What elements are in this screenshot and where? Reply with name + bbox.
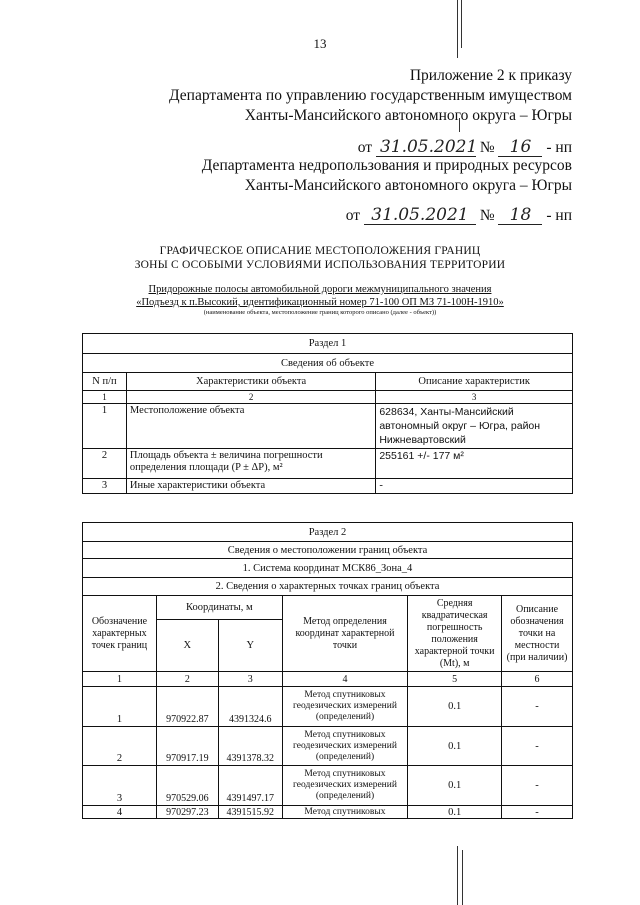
number-label: № <box>479 139 495 156</box>
point-method: Метод спутниковых <box>282 806 408 819</box>
col-number: 4 <box>282 672 408 687</box>
point-y: 4391515.92 <box>218 806 282 819</box>
handwritten-date: 31.05.2021 <box>376 138 476 157</box>
header-y: Y <box>218 620 282 672</box>
header-line: Ханты-Мансийского автономного округа – Югры <box>244 107 572 124</box>
header-method: Метод определения координат характерной точки <box>282 596 408 672</box>
point-mt: 0.1 <box>408 806 502 819</box>
object-note: (наименование объекта, местоположение границ которого описано (далее - объект)) <box>203 309 437 316</box>
col-header: Характеристики объекта <box>126 373 375 391</box>
section1-table <box>82 333 573 494</box>
point-number: 1 <box>83 687 157 727</box>
point-mt: 0.1 <box>408 727 502 766</box>
col-number: 1 <box>83 672 157 687</box>
object-name <box>0 283 640 309</box>
point-desc: - <box>502 687 573 727</box>
point-y: 4391324.6 <box>218 687 282 727</box>
table-row <box>83 687 573 727</box>
point-y: 4391378.32 <box>218 727 282 766</box>
col-number: 2 <box>156 672 218 687</box>
point-x: 970297.23 <box>156 806 218 819</box>
row-description: 628634, Ханты-Мансийский автономный округ – Югра, район Нижневартовский <box>376 404 573 449</box>
ot-label: от <box>357 139 373 156</box>
table-row <box>83 449 573 479</box>
table-row <box>83 806 573 819</box>
object-line: «Подъезд к п.Высокий, идентификационный номер 71-100 ОП МЗ 71-100Н-1910» <box>136 297 504 308</box>
point-number: 3 <box>83 766 157 806</box>
point-desc: - <box>502 727 573 766</box>
title-line: ГРАФИЧЕСКОЕ ОПИСАНИЕ МЕСТОПОЛОЖЕНИЯ ГРАНИЦ <box>159 245 481 257</box>
point-method: Метод спутниковых геодезических измерений (определений) <box>282 687 408 727</box>
section2-table <box>82 522 573 819</box>
point-desc: - <box>502 806 573 819</box>
col-number: 5 <box>408 672 502 687</box>
header-line: Ханты-Мансийского автономного округа – Югры <box>244 177 572 194</box>
row-characteristic: Иные характеристики объекта <box>126 479 375 494</box>
number-suffix: - нп <box>546 207 572 224</box>
header-coords: Координаты, м <box>156 596 282 620</box>
col-number: 3 <box>218 672 282 687</box>
col-number: 1 <box>83 391 127 404</box>
handwritten-number: 16 <box>498 138 542 157</box>
title-line: ЗОНЫ С ОСОБЫМИ УСЛОВИЯМИ ИСПОЛЬЗОВАНИЯ ТЕРРИТОРИИ <box>134 259 506 271</box>
col-number: 3 <box>376 391 573 404</box>
row-number: 2 <box>83 449 127 479</box>
col-number: 2 <box>126 391 375 404</box>
table-row <box>83 766 573 806</box>
number-label: № <box>479 207 495 224</box>
scan-line <box>457 846 458 905</box>
point-x: 970922.87 <box>156 687 218 727</box>
point-desc: - <box>502 766 573 806</box>
point-mt: 0.1 <box>408 687 502 727</box>
header-x: X <box>156 620 218 672</box>
row-description: 255161 +/- 177 м² <box>376 449 573 479</box>
point-x: 970529.06 <box>156 766 218 806</box>
table-row <box>83 727 573 766</box>
object-line: Придорожные полосы автомобильной дороги межмуниципального значения <box>148 284 492 295</box>
col-header: Описание характеристик <box>376 373 573 391</box>
number-suffix: - нп <box>546 139 572 156</box>
col-number: 6 <box>502 672 573 687</box>
page-number: 13 <box>313 36 327 51</box>
document-title <box>0 244 640 272</box>
section1-subtitle: Сведения об объекте <box>83 354 573 373</box>
header-line: Департамента недропользования и природных ресурсов <box>201 157 572 174</box>
point-method: Метод спутниковых геодезических измерений (определений) <box>282 766 408 806</box>
header-designation: Обозначение характерных точек границ <box>83 596 157 672</box>
handwritten-number: 18 <box>498 206 542 225</box>
order-date-row-2 <box>346 206 572 226</box>
header-error: Средняя квадратическая погрешность положения характерной точки (Mt), м <box>408 596 502 672</box>
table-row <box>83 404 573 449</box>
point-number: 4 <box>83 806 157 819</box>
header-point-desc: Описание обозначения точки на местности (при наличии) <box>502 596 573 672</box>
point-mt: 0.1 <box>408 766 502 806</box>
section1-title: Раздел 1 <box>83 334 573 354</box>
point-x: 970917.19 <box>156 727 218 766</box>
order-header <box>169 66 572 126</box>
row-characteristic: Местоположение объекта <box>126 404 375 449</box>
order-date-row <box>358 138 572 158</box>
point-y: 4391497.17 <box>218 766 282 806</box>
order-header-2 <box>202 156 572 196</box>
row-number: 3 <box>83 479 127 494</box>
col-header: N п/п <box>83 373 127 391</box>
row-characteristic: Площадь объекта ± величина погрешности определения площади (P ± ΔP), м² <box>126 449 375 479</box>
table-row <box>83 479 573 494</box>
point-method: Метод спутниковых геодезических измерений (определений) <box>282 727 408 766</box>
section2-title: Раздел 2 <box>83 523 573 542</box>
row-number: 1 <box>83 404 127 449</box>
point-number: 2 <box>83 727 157 766</box>
scan-line <box>462 850 463 905</box>
header-line: Департамента по управлению государственным имуществом <box>169 87 572 104</box>
coordinate-system: 1. Система координат МСК86_Зона_4 <box>83 559 573 578</box>
points-title: 2. Сведения о характерных точках границ объекта <box>83 578 573 596</box>
row-description: - <box>376 479 573 494</box>
section2-subtitle: Сведения о местоположении границ объекта <box>83 542 573 559</box>
handwritten-date: 31.05.2021 <box>364 206 476 225</box>
header-line: Приложение 2 к приказу <box>409 67 572 84</box>
ot-label: от <box>345 207 361 224</box>
